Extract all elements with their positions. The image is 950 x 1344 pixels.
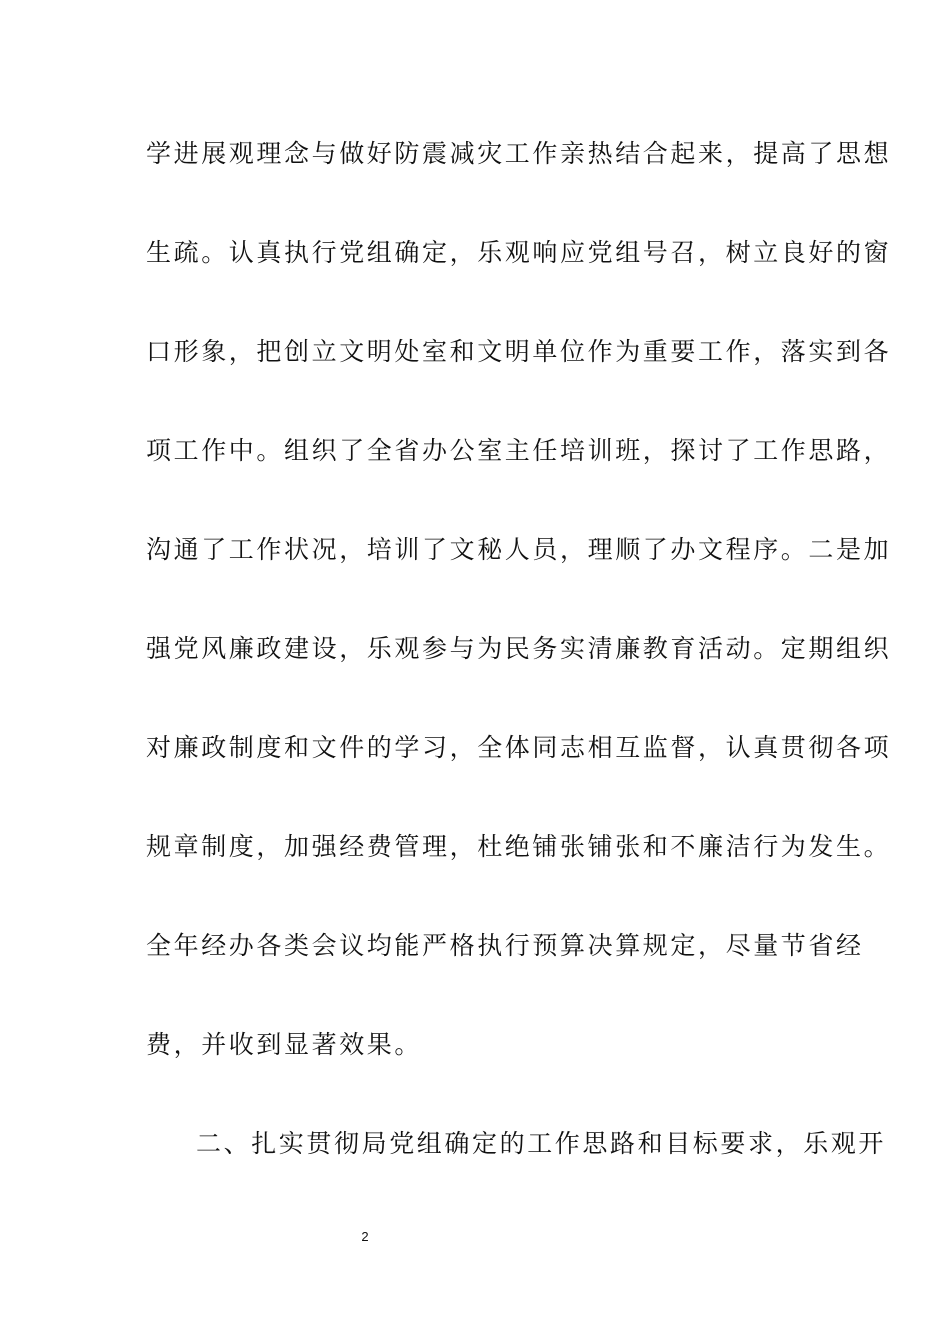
page-number: 2 [361, 1229, 369, 1244]
body-text-line: 全年经办各类会议均能严格执行预算决算规定，尽量节省经 [146, 931, 864, 960]
body-text-line: 强党风廉政建设，乐观参与为民务实清廉教育活动。定期组织 [146, 634, 892, 663]
body-text-line: 规章制度，加强经费管理，杜绝铺张铺张和不廉洁行为发生。 [146, 832, 892, 861]
section-heading-line: 二、扎实贯彻局党组确定的工作思路和目标要求，乐观开 [196, 1129, 887, 1158]
body-text-line: 对廉政制度和文件的学习，全体同志相互监督，认真贯彻各项 [146, 733, 892, 762]
body-text-line: 项工作中。组织了全省办公室主任培训班，探讨了工作思路， [146, 436, 892, 465]
body-text-line: 生疏。认真执行党组确定，乐观响应党组号召，树立良好的窗 [146, 238, 892, 267]
body-text-line: 费，并收到显著效果。 [146, 1030, 423, 1059]
body-text-line: 口形象，把创立文明处室和文明单位作为重要工作，落实到各 [146, 337, 892, 366]
body-text-line: 沟通了工作状况，培训了文秘人员，理顺了办文程序。二是加 [146, 535, 892, 564]
body-text-line: 学进展观理念与做好防震减灾工作亲热结合起来，提高了思想 [146, 139, 892, 168]
